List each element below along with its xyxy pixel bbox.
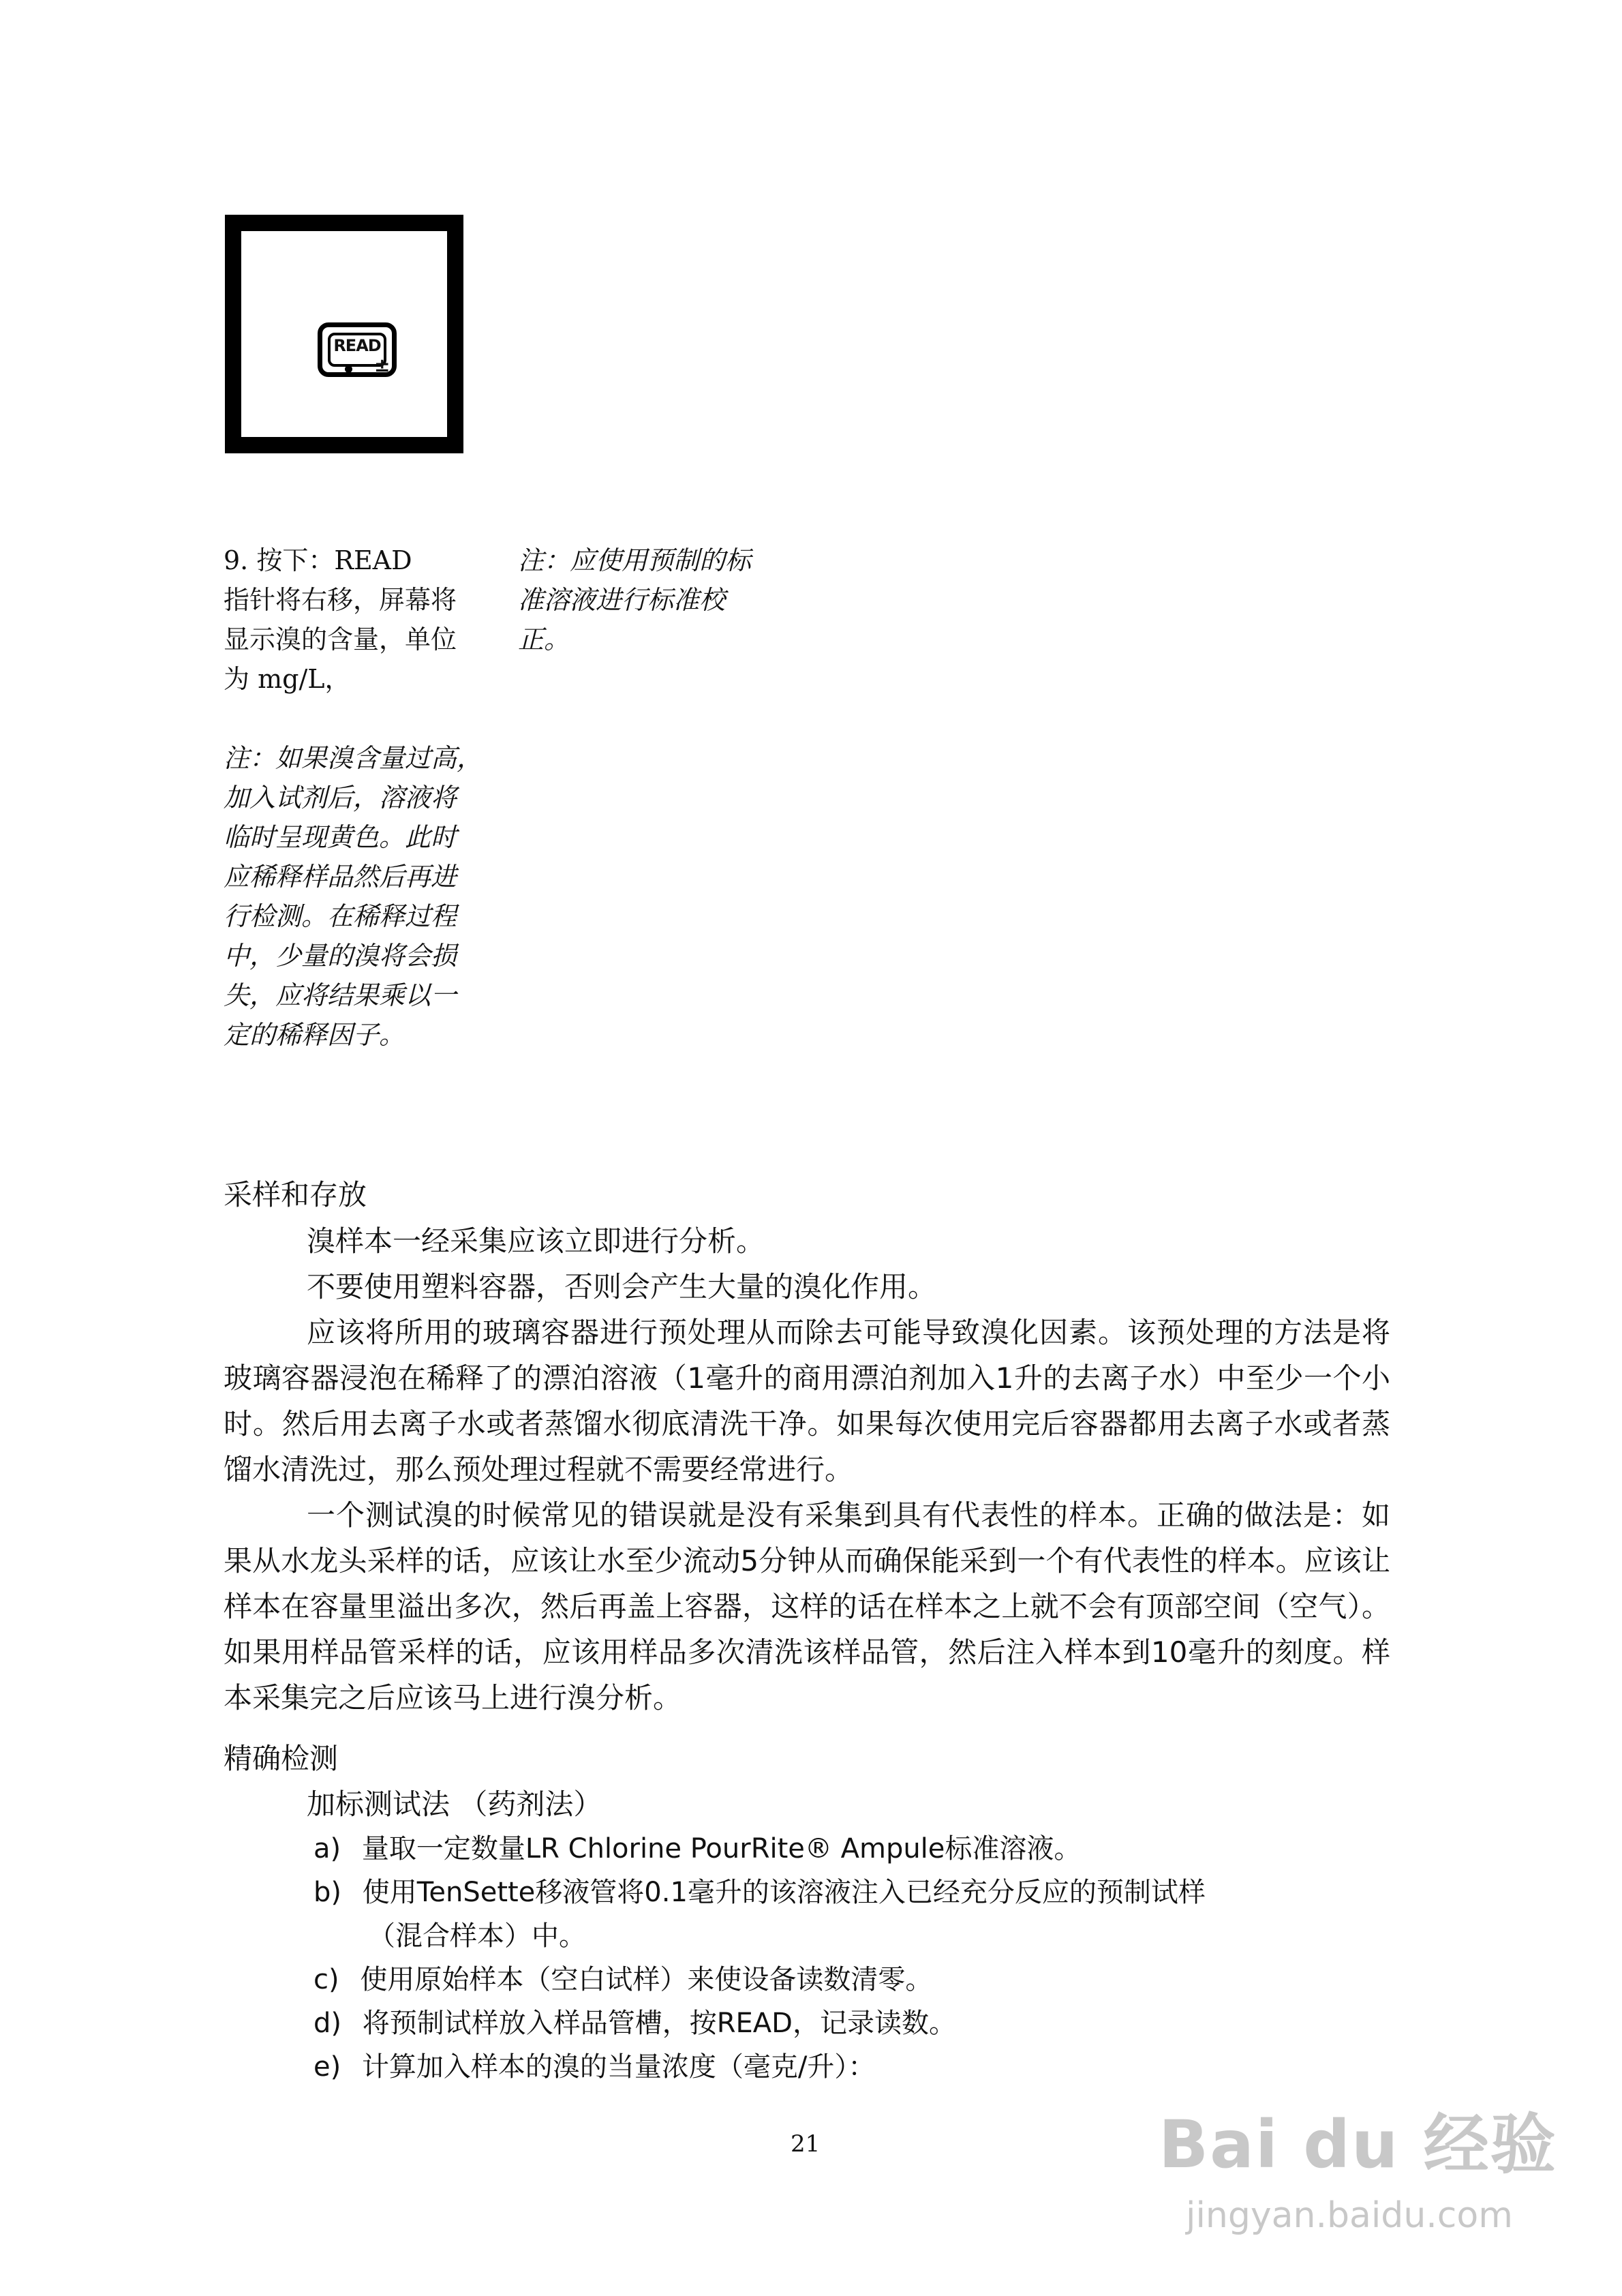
step-9-column (224, 541, 496, 1055)
list-text: 计算加入样本的溴的当量浓度（毫克/升）： (361, 2051, 876, 2083)
list-marker: b) (313, 1877, 341, 1908)
list-item (313, 1827, 1404, 1871)
list-marker: a) (313, 1833, 341, 1864)
list-text: 量取一定数量LR Chlorine PourRite® Ampule标准溶液。 (361, 1833, 1082, 1864)
list-text: 使用TenSette移液管将0.1毫升的该溶液注入已经充分反应的预制试样 (362, 1877, 1206, 1908)
side-note-column (518, 541, 791, 659)
read-key-plusminus: ± (374, 354, 391, 376)
accuracy-heading: 精确检测 (224, 1742, 339, 1775)
spacer (224, 699, 496, 738)
read-key-inner (328, 333, 391, 376)
list-marker: d) (313, 2008, 341, 2039)
note-line: 注：如果溴含量过高， (224, 743, 483, 773)
list-item-continuation: （混合样本）中。 (368, 1920, 586, 1952)
step-line: 指针将右移，屏幕将 (224, 585, 457, 615)
list-item (313, 1871, 1404, 1914)
sampling-heading: 采样和存放 (224, 1178, 367, 1211)
side-note-line: 注：应使用预制的标 (518, 545, 752, 575)
side-note-line: 准溶液进行标准校 (518, 585, 726, 615)
step-line: 9. 按下：READ (224, 545, 412, 575)
list-marker: e) (313, 2051, 341, 2083)
note-line: 临时呈现黄色。此时 (224, 822, 457, 852)
note-line: 加入试剂后，溶液将 (224, 783, 457, 813)
list-marker: c) (313, 1964, 339, 1995)
step-line: 显示溴的含量，单位 (224, 624, 457, 654)
sampling-paragraph-1: 溴样本一经采集应该立即进行分析。 (307, 1224, 765, 1258)
list-item (313, 2045, 1404, 2089)
note-line: 定的稀释因子。 (224, 1020, 406, 1050)
step-line: 为 mg/L， (224, 664, 351, 694)
list-text: 使用原始样本（空白试样）来使设备读数清零。 (360, 1964, 933, 1995)
watermark-logo: Bai du 经验 (1159, 2106, 1557, 2183)
sampling-paragraph-2: 不要使用塑料容器，否则会产生大量的溴化作用。 (307, 1270, 937, 1303)
read-key-figure (225, 215, 463, 453)
side-note-line: 正。 (518, 624, 570, 654)
accuracy-subheading: 加标测试法 （药剂法） (307, 1787, 602, 1821)
read-key-dot (345, 365, 352, 373)
watermark-url: jingyan.baidu.com (1186, 2195, 1513, 2236)
note-line: 失，应将结果乘以一 (224, 980, 457, 1010)
list-text: 将预制试样放入样品管槽，按READ，记录读数。 (362, 2008, 956, 2039)
sampling-paragraph-3: 应该将所用的玻璃容器进行预处理从而除去可能导致溴化因素。该预处理的方法是将玻璃容器浸泡在稀释了的漂泊溶液（1毫升的商用漂泊剂加入1升的去离子水）中至少一个小时。然后用去离子水或者蒸馏水彻底清洗干净。如果每次使用完后容器都用去离子水或者蒸馏水清洗过，那么预处理过程就不需要经常进行。 (224, 1316, 1390, 1486)
read-key-icon (318, 322, 397, 377)
list-item (313, 2002, 1404, 2045)
list-item (313, 1958, 1404, 2002)
page-number: 21 (791, 2130, 821, 2158)
sampling-paragraph-4: 一个测试溴的时候常见的错误就是没有采集到具有代表性的样本。正确的做法是：如果从水龙头采样的话，应该让水至少流动5分钟从而确保能采到一个有代表性的样本。应该让样本在容量里溢出多次，然后再盖上容器，这样的话在样本之上就不会有顶部空间（空气）。如果用样品管采样的话，应该用样品多次清洗该样品管，然后注入样本到10毫升的刻度。样本采集完之后应该马上进行溴分析。 (224, 1498, 1390, 1715)
note-line: 中，少量的溴将会损 (224, 941, 457, 971)
read-key-label: READ (333, 336, 381, 355)
note-line: 行检测。在稀释过程 (224, 901, 457, 931)
note-line: 应稀释样品然后再进 (224, 862, 457, 892)
